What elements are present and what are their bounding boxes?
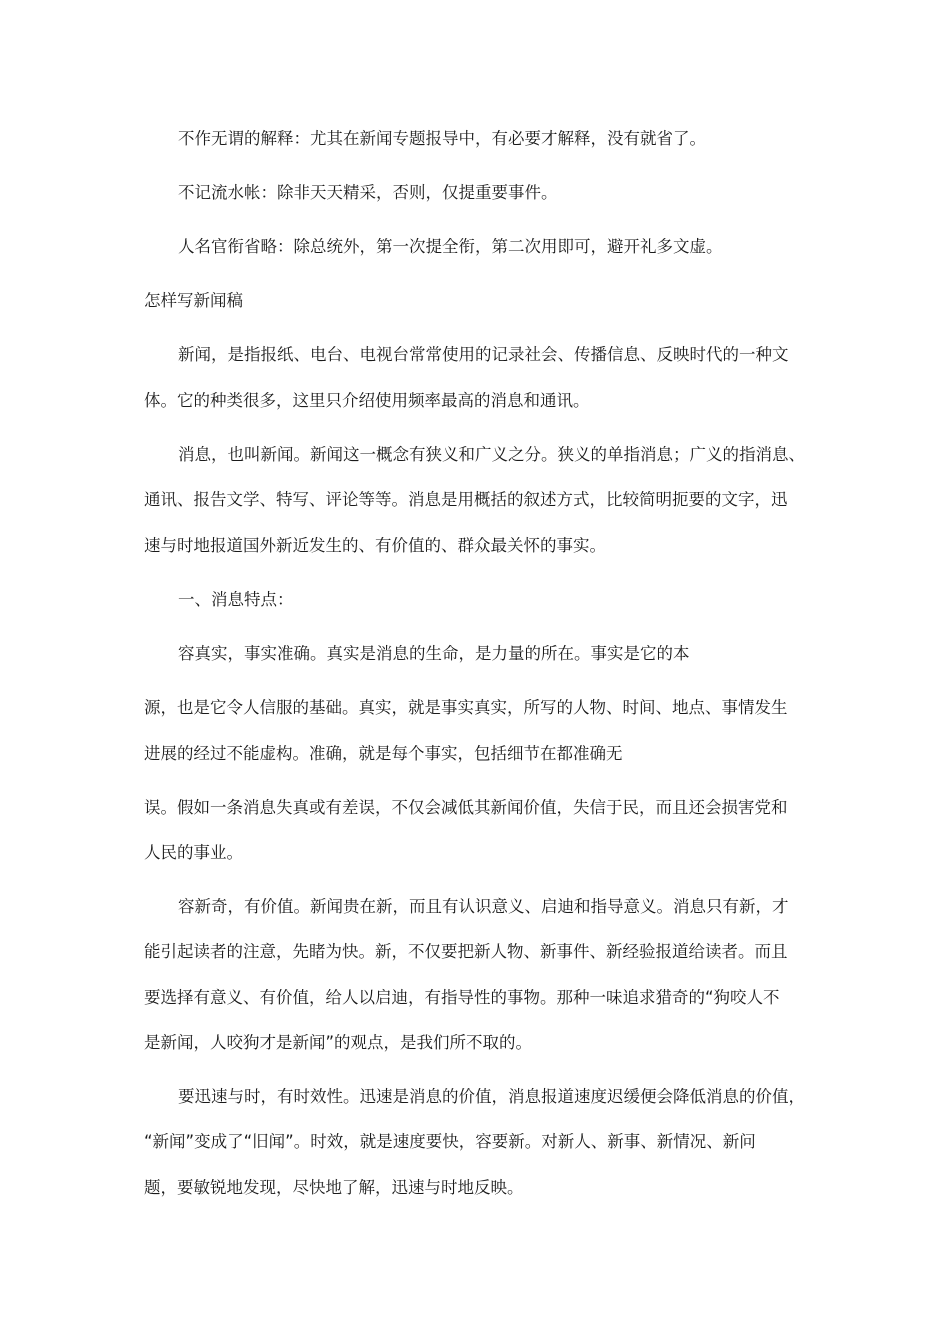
subsection-heading: 一、消息特点： xyxy=(178,590,294,609)
text-line: 人名官衔省略：除总统外，第一次提全衔，第二次用即可，避开礼多文虚。 xyxy=(178,237,723,256)
text-line: 人民的事业。 xyxy=(144,843,243,862)
text-line: 进展的经过不能虚构。准确，就是每个事实，包括细节在都准确无 xyxy=(144,744,623,763)
text-line: 容真实，事实准确。真实是消息的生命，是力量的所在。事实是它的本 xyxy=(178,644,690,663)
text-line: 题，要敏锐地发现，尽快地了解，迅速与时地反映。 xyxy=(144,1178,524,1197)
text-line: “新闻”变成了“旧闻”。时效，就是速度要快，容要新。对新人、新事、新情况、新问 xyxy=(144,1132,756,1151)
text-line: 消息，也叫新闻。新闻这一概念有狭义和广义之分。狭义的单指消息；广义的指消息、 xyxy=(178,445,805,464)
text-line: 新闻，是指报纸、电台、电视台常常使用的记录社会、传播信息、反映时代的一种文 xyxy=(178,345,789,364)
text-line: 体。它的种类很多，这里只介绍使用频率最高的消息和通讯。 xyxy=(144,391,590,410)
text-line: 能引起读者的注意，先睹为快。新，不仅要把新人物、新事件、新经验报道给读者。而且 xyxy=(144,942,788,961)
section-heading: 怎样写新闻稿 xyxy=(144,291,243,310)
text-line: 是新闻，人咬狗才是新闻”的观点，是我们所不取的。 xyxy=(144,1033,533,1052)
text-line: 速与时地报道国外新近发生的、有价值的、群众最关怀的事实。 xyxy=(144,536,606,555)
text-line: 容新奇，有价值。新闻贵在新，而且有认识意义、启迪和指导意义。消息只有新，才 xyxy=(178,897,789,916)
text-line: 要迅速与时，有时效性。迅速是消息的价值，消息报道速度迟缓便会降低消息的价值， xyxy=(178,1087,805,1106)
text-line: 通讯、报告文学、特写、评论等等。消息是用概括的叙述方式，比较简明扼要的文字，迅 xyxy=(144,490,788,509)
text-line: 不记流水帐：除非天天精采，否则，仅提重要事件。 xyxy=(178,183,558,202)
text-line: 误。假如一条消息失真或有差误，不仅会减低其新闻价值，失信于民，而且还会损害党和 xyxy=(144,798,788,817)
text-line: 要选择有意义、有价值，给人以启迪，有指导性的事物。那种一味追求猎奇的“狗咬人不 xyxy=(144,988,780,1007)
text-line: 源，也是它令人信服的基础。真实，就是事实真实，所写的人物、时间、地点、事情发生 xyxy=(144,698,788,717)
text-line: 不作无谓的解释：尤其在新闻专题报导中，有必要才解释，没有就省了。 xyxy=(178,129,706,148)
